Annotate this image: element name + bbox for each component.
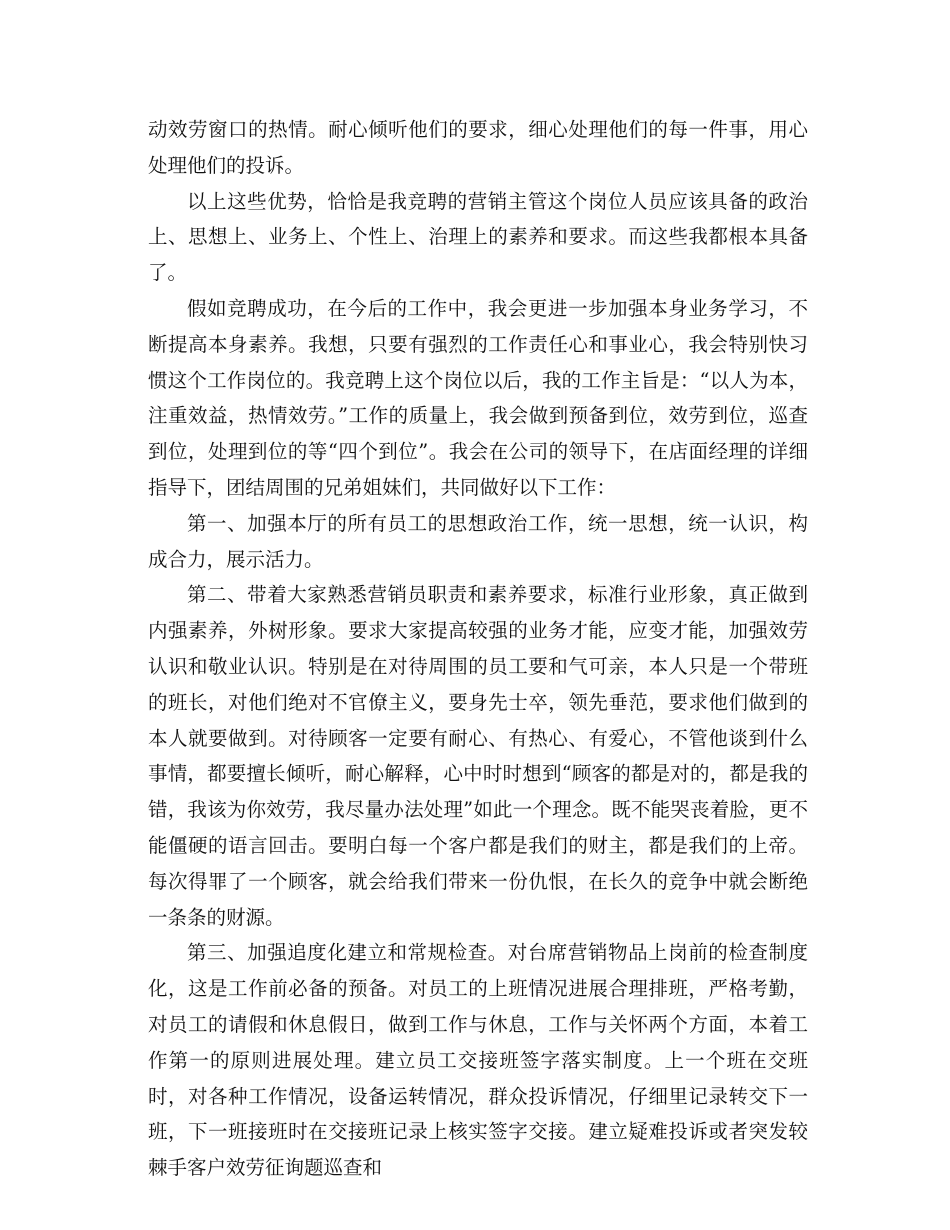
document-body [148,112,808,1186]
paragraph-second: 第二、带着大家熟悉营销员职责和素养要求，标准行业形象，真正做到内强素养，外树形象。要求大家提高较强的业务才能，应变才能，加强效劳认识和敬业认识。特别是在对待周围的员工要和气可亲，本人只是一个带班的班长，对他们绝对不官僚主义，要身先士卒，领先垂范，要求他们做到的本人就要做到。对待顾客一定要有耐心、有热心、有爱心，不管他谈到什么事情，都要擅长倾听，耐心解释，心中时时想到“顾客的都是对的，都是我的错，我该为你效劳，我尽量办法处理”如此一个理念。既不能哭丧着脸，更不能僵硬的语言回击。要明白每一个客户都是我们的财主，都是我们的上帝。每次得罪了一个顾客，就会给我们带来一份仇恨，在长久的竞争中就会断绝一条条的财源。 [148,583,808,929]
paragraph-if-successful: 假如竞聘成功，在今后的工作中，我会更进一步加强本身业务学习，不断提高本身素养。我想，只要有强烈的工作责任心和事业心，我会特别快习惯这个工作岗位的。我竞聘上这个岗位以后，我的工作主旨是：“以人为本，注重效益，热情效劳。”工作的质量上，我会做到预备到位，效劳到位，巡查到位，处理到位的等“四个到位”。我会在公司的领导下，在店面经理的详细指导下，团结周围的兄弟姐妹们，共同做好以下工作： [148,296,808,499]
paragraph-first: 第一、加强本厅的所有员工的思想政治工作，统一思想，统一认识，构成合力，展示活力。 [148,511,808,571]
paragraph-advantages: 以上这些优势，恰恰是我竞聘的营销主管这个岗位人员应该具备的政治上、思想上、业务上、个性上、治理上的素养和要求。而这些我都根本具备了。 [148,189,808,285]
paragraph-continuation: 动效劳窗口的热情。耐心倾听他们的要求，细心处理他们的每一件事，用心处理他们的投诉。 [148,118,808,177]
paragraph-third: 第三、加强追度化建立和常规检查。对台席营销物品上岗前的检查制度化，这是工作前必备的预备。对员工的上班情况进展合理排班，严格考勤，对员工的请假和休息假日，做到工作与休息，工作与关怀两个方面，本着工作第一的原则进展处理。建立员工交接班签字落实制度。上一个班在交班时，对各种工作情况，设备运转情况，群众投诉情况，仔细里记录转交下一班，下一班接班时在交接班记录上核实签字交接。建立疑难投诉或者突发较棘手客户效劳征询题巡查和 [148,941,808,1180]
